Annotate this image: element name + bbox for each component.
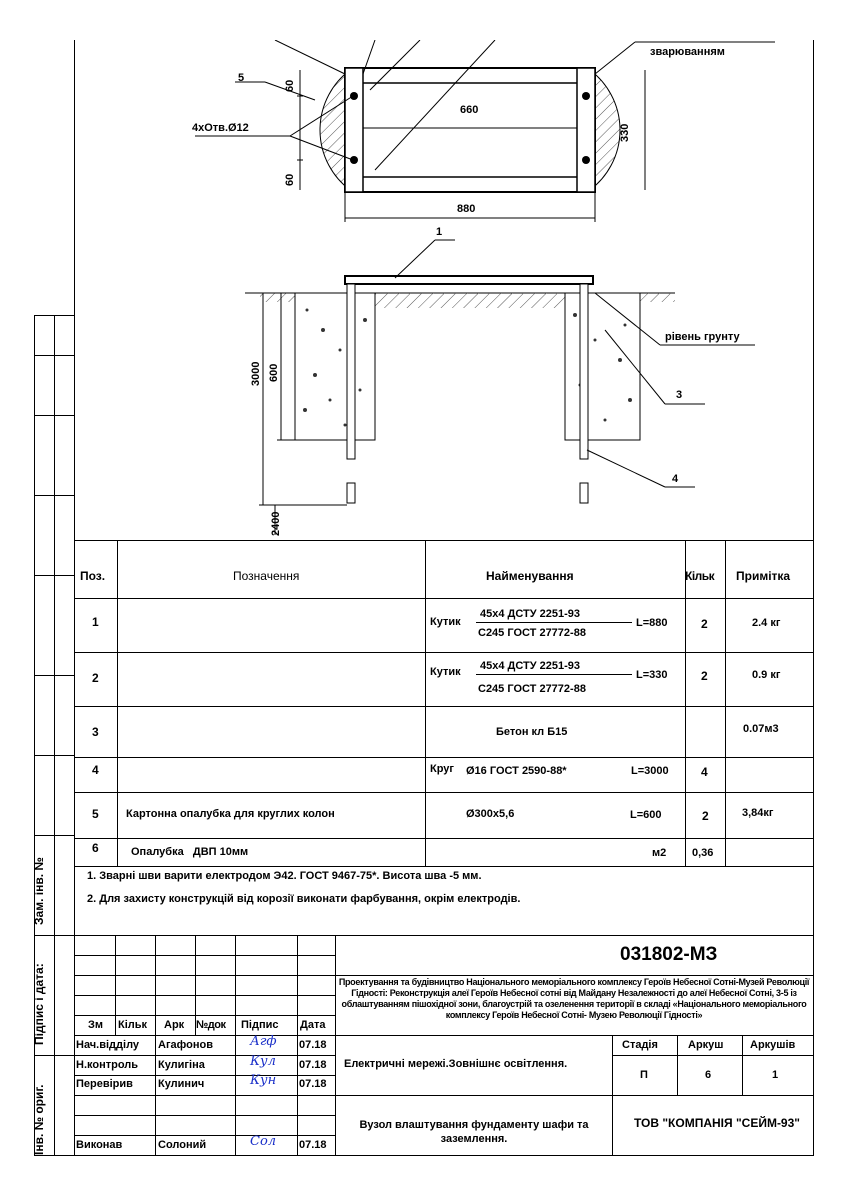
- person-role: Нач.відділу: [76, 1039, 140, 1051]
- stamp-line: [34, 495, 74, 496]
- rev-line: [74, 1115, 335, 1116]
- spec-row-pos: 5: [92, 807, 99, 821]
- stamp-line: [34, 835, 74, 836]
- rev-h-ark: Арк: [164, 1019, 185, 1031]
- spec-bottom-line: [74, 866, 813, 867]
- person-signature: Кул: [250, 1054, 276, 1069]
- bolt-hole: [350, 156, 358, 164]
- rev-h-zm: Зм: [88, 1019, 104, 1031]
- stage-label: Стадія: [622, 1039, 658, 1051]
- person-name: Кулинич: [158, 1078, 205, 1090]
- title-line: [335, 975, 813, 976]
- bolt-hole: [350, 92, 358, 100]
- spec-col-line: [725, 540, 726, 866]
- rev-col: [155, 935, 156, 1155]
- dim-2400: 2400: [270, 511, 282, 536]
- spec-row-qty: 0,36: [692, 847, 714, 859]
- rev-h-date: Дата: [300, 1019, 326, 1031]
- spec-row-pos: 3: [92, 725, 99, 739]
- sheets-value: 1: [772, 1069, 779, 1081]
- drawing-code: 031802-МЗ: [620, 944, 718, 965]
- rev-h-qty: Кільк: [118, 1019, 148, 1031]
- stamp-line: [34, 575, 74, 576]
- rev-line: [74, 1015, 335, 1016]
- spec-header-qty: Кільк: [685, 569, 715, 583]
- spec-line: [74, 652, 813, 653]
- spec-row-length: L=880: [636, 617, 668, 629]
- dim-3000: 3000: [250, 361, 262, 386]
- person-date: 07.18: [299, 1078, 327, 1090]
- spec-row-name: Ø16 ГОСТ 2590-88*: [466, 765, 567, 777]
- spec-row-prefix: Кутик: [430, 616, 461, 628]
- ground-rod: [347, 284, 355, 459]
- rev-line: [74, 1055, 335, 1056]
- stamp-line: [34, 675, 74, 676]
- spec-fraction-line: [476, 622, 632, 623]
- person-name: Кулигіна: [158, 1059, 205, 1071]
- title-col: [677, 1035, 678, 1095]
- rev-line: [74, 975, 335, 976]
- rev-line: [74, 1095, 335, 1096]
- person-signature: Кун: [250, 1073, 277, 1088]
- ground-rod: [580, 284, 588, 459]
- person-name: Агафонов: [158, 1039, 213, 1051]
- dim-660: 660: [460, 104, 479, 116]
- person-date: 07.18: [299, 1139, 327, 1151]
- stamp-zam-label: Зам. інв. №: [32, 857, 46, 925]
- stage-value: П: [640, 1069, 648, 1081]
- spec-row-qty: 2: [701, 669, 708, 683]
- spec-line: [74, 757, 813, 758]
- spec-row-pos: 6: [92, 841, 99, 855]
- spec-row-qty: 2: [702, 809, 709, 823]
- dim-880: 880: [457, 203, 476, 215]
- spec-line: [74, 706, 813, 707]
- drawing-name: Вузол влаштування фундаменту шафи та заземлення.: [359, 1119, 589, 1145]
- left-concrete-column: [295, 293, 375, 440]
- spec-row-length: L=3000: [631, 765, 669, 777]
- title-top-line: [74, 935, 813, 936]
- spec-top-line: [74, 540, 813, 541]
- stamp-line: [34, 935, 74, 936]
- spec-header-note: Примітка: [736, 569, 791, 583]
- spec-row-note: 2.4 кг: [752, 617, 781, 629]
- person-name: Солоний: [158, 1139, 207, 1151]
- rev-line: [74, 1075, 335, 1076]
- frame-right-line: [813, 40, 814, 1155]
- callout-ground: рівень грунту: [665, 331, 740, 343]
- spec-row-note: 0.9 кг: [752, 669, 781, 681]
- section-view: [245, 240, 755, 535]
- spec-row-bottom: С245 ГОСТ 27772-88: [478, 627, 586, 639]
- stamp-inv-label: Інв. № ориг.: [32, 1084, 46, 1155]
- title-line: [612, 1055, 813, 1056]
- spec-header-pos: Поз.: [80, 569, 106, 583]
- person-date: 07.18: [299, 1039, 327, 1051]
- dim-60-bottom: 60: [284, 173, 296, 186]
- person-role: Виконав: [76, 1139, 123, 1151]
- angle-frame-inner: [360, 83, 580, 177]
- title-col: [612, 1035, 613, 1155]
- person-date: 07.18: [299, 1059, 327, 1071]
- stamp-line: [34, 415, 74, 416]
- spec-row-pos: 1: [92, 615, 99, 629]
- spec-header-name: Найменування: [486, 569, 574, 583]
- title-divider: [335, 935, 336, 1155]
- bolt-hole: [582, 92, 590, 100]
- rev-h-doc: №док: [196, 1019, 226, 1031]
- spec-row-length: L=600: [630, 809, 662, 821]
- person-signature: Сол: [250, 1134, 277, 1149]
- company-name: ТОВ "КОМПАНІЯ "СЕЙМ-93": [634, 1116, 800, 1130]
- callout-3: 3: [676, 389, 683, 401]
- rev-line: [74, 1135, 335, 1136]
- spec-row-name: Бетон кл Б15: [496, 726, 568, 738]
- spec-header-designation: Позначення: [233, 569, 300, 583]
- spec-col-line: [425, 540, 426, 866]
- spec-row-pos: 2: [92, 671, 99, 685]
- rev-line: [74, 955, 335, 956]
- stamp-line: [34, 755, 74, 756]
- sheet-title: Електричні мережі.Зовнішнє освітлення.: [344, 1058, 568, 1070]
- note-1: 1. Зварні шви варити електродом Э42. ГОСТ 9467-75*. Висота шва -5 мм.: [87, 870, 482, 882]
- sheet-value: 6: [705, 1069, 712, 1081]
- frame-bottom-line: [34, 1155, 814, 1156]
- spec-row-prefix: Кутик: [430, 666, 461, 678]
- sheet-label: Аркуш: [688, 1039, 724, 1051]
- rev-h-sign: Підпис: [241, 1019, 279, 1031]
- rev-line: [74, 995, 335, 996]
- spec-row-top: 45х4 ДСТУ 2251-93: [480, 660, 581, 672]
- spec-row-prefix: Круг: [430, 763, 454, 775]
- rev-col: [235, 935, 236, 1155]
- bolt-hole: [582, 156, 590, 164]
- spec-row-qty: 2: [701, 617, 708, 631]
- foundation-drawing: [75, 40, 813, 540]
- callout-welding: зварюванням: [650, 46, 725, 58]
- person-role: Перевірив: [76, 1078, 133, 1090]
- spec-row-top: 45х4 ДСТУ 2251-93: [480, 608, 581, 620]
- spec-row-note: 3,84кг: [742, 807, 774, 819]
- person-signature: Агф: [250, 1034, 277, 1049]
- callout-4: 4: [672, 473, 679, 485]
- callout-1: 1: [436, 226, 443, 238]
- spec-row-designation: Опалубка ДВП 10мм: [131, 846, 249, 858]
- spec-row-length: L=330: [636, 669, 668, 681]
- spec-row-note: 0.07м3: [743, 723, 779, 735]
- note-2: 2. Для захисту конструкцій від корозії виконати фарбування, окрім електродів.: [87, 893, 521, 905]
- project-description: Проектування та будівництво Національного меморіального комплексу Героїв Небесної Сотні-Музей Революції Гідності: Реконструкція алеї Героїв Небесної сотні від Майдану Незалежності до алеї Небесної Сотні, 3-5 із облаштуванням пішохідної зони, благоустрій та озеленення території в складі «Національного меморіального комплексу Героїв Небесної Сотні- Музею Революції Гідності»: [338, 977, 810, 1020]
- stamp-line: [34, 355, 74, 356]
- spec-row-name: Ø300х5,6: [466, 808, 515, 820]
- top-angle-bar: [345, 276, 593, 284]
- spec-row-bottom: С245 ГОСТ 27772-88: [478, 683, 586, 695]
- spec-line: [74, 598, 813, 599]
- spec-row-designation: Картонна опалубка для круглих колон: [126, 808, 335, 820]
- title-line: [335, 1095, 813, 1096]
- spec-col-line: [117, 540, 118, 866]
- stamp-pidpys-label: Підпис і дата:: [32, 963, 46, 1045]
- person-role: Н.контроль: [76, 1059, 139, 1071]
- spec-row-qty: 4: [701, 765, 708, 779]
- dim-600: 600: [268, 363, 280, 382]
- dim-330: 330: [619, 123, 631, 142]
- stamp-line: [34, 1055, 74, 1056]
- rev-col: [115, 935, 116, 1035]
- rev-line: [74, 1035, 335, 1036]
- dim-60-top: 60: [284, 79, 296, 92]
- title-col: [742, 1035, 743, 1095]
- stamp-mid-line: [54, 315, 55, 1155]
- sheets-label: Аркушів: [750, 1039, 796, 1051]
- spec-row-length: м2: [652, 847, 667, 859]
- spec-fraction-line: [476, 674, 632, 675]
- spec-line: [74, 838, 813, 839]
- stamp-line: [34, 315, 74, 316]
- rev-col: [297, 935, 298, 1155]
- callout-holes: 4хОтв.Ø12: [192, 122, 249, 134]
- spec-line: [74, 792, 813, 793]
- spec-row-pos: 4: [92, 763, 99, 777]
- callout-5: 5: [238, 72, 245, 84]
- plan-view: [195, 40, 775, 222]
- spec-col-line: [685, 540, 686, 866]
